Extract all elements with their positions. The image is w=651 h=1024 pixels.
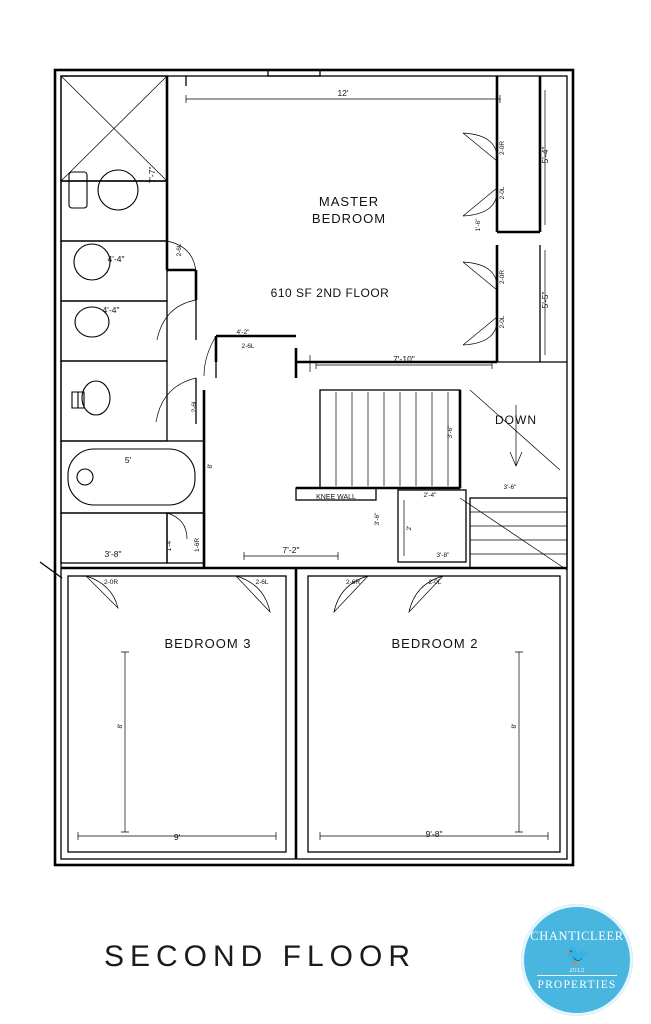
down-label: DOWN xyxy=(495,413,537,427)
logo-brand-name: CHANTICLEER xyxy=(530,929,624,943)
logo-established-year: 2012 xyxy=(569,968,585,974)
door-tag-linen: 1-6R xyxy=(194,537,201,553)
bedroom-3-label: BEDROOM 3 xyxy=(164,636,252,651)
area-label: 610 SF 2ND FLOOR xyxy=(270,286,390,300)
master-bedroom-label-line1: MASTER xyxy=(318,194,380,209)
dim-bedroom3-left: 8' xyxy=(117,723,124,729)
dim-closet-right-lower: 5'-5" xyxy=(540,291,550,309)
door-tag-hall-upper: 2-6L xyxy=(241,343,255,350)
dim-hall-width: 7'-2" xyxy=(282,545,300,555)
door-tag-bath: 2-6L xyxy=(191,399,198,413)
dim-closet-small: 2'-4" xyxy=(423,492,437,499)
bedroom-3-walls xyxy=(68,576,286,852)
dim-linen-width: 3'-8" xyxy=(104,549,122,559)
door-tag-closet-b2: 2-0L xyxy=(428,579,442,586)
dim-bedroom3-bottom: 9' xyxy=(173,832,181,842)
knee-wall-label: KNEE WALL xyxy=(316,494,356,501)
door-tag-closet-r2: 2-0L xyxy=(499,186,506,200)
logo-brand-suffix: PROPERTIES xyxy=(537,975,616,991)
door-tag-bedroom-2: 2-6R xyxy=(345,579,361,586)
plan-labels xyxy=(103,88,550,842)
master-bedroom-label-line2: BEDROOM xyxy=(311,211,387,226)
page-title: SECOND FLOOR xyxy=(103,940,417,973)
dim-bedroom2-right: 8' xyxy=(511,723,518,729)
dim-stair-width: 3'-6" xyxy=(447,425,454,439)
dim-closet-mid: 1'-6" xyxy=(475,218,482,232)
dim-bedroom2-bottom: 9'-8" xyxy=(425,829,443,839)
dim-left-run: 4'-2" xyxy=(236,329,250,336)
dim-stair-run-a: 3'-6" xyxy=(374,512,381,526)
dim-sink-w: 1'-4" xyxy=(166,538,173,552)
chanticleer-properties-logo xyxy=(521,904,633,1016)
bath-area xyxy=(61,76,205,563)
bedroom-2-label: BEDROOM 2 xyxy=(391,636,479,651)
dim-master-top-width: 12' xyxy=(337,88,349,98)
door-tag-bedroom-3: 2-6L xyxy=(255,579,269,586)
door-tag-closet-b3: 2-0R xyxy=(103,579,119,586)
door-tag-closet-r3: 2-0R xyxy=(499,269,506,285)
dim-bath-height: 7'-7" xyxy=(147,166,157,184)
dim-closet-right-upper: 5'-4" xyxy=(540,146,550,164)
hall-and-lower-walls xyxy=(61,390,567,859)
dim-stair-head: 3'-6" xyxy=(503,484,517,491)
dim-hall-depth: 8' xyxy=(207,463,214,469)
bird-icon: 🐦 xyxy=(564,945,590,967)
dim-closet-small-depth: 2' xyxy=(406,525,413,531)
dim-bath-left-upper: 4'-4" xyxy=(107,254,125,264)
dim-bath-left-mid: 4'-4" xyxy=(102,305,120,315)
north-marker xyxy=(40,562,62,578)
dim-master-lower-width: 7'-10" xyxy=(393,354,415,364)
dim-bath-tub: 5' xyxy=(124,455,132,465)
door-tag-closet-r1: 2-0R xyxy=(499,140,506,156)
doors xyxy=(86,133,497,612)
dim-closet-small-width: 3'-8" xyxy=(436,552,450,559)
door-tag-master-hall: 2-6L xyxy=(176,243,183,257)
door-tag-closet-r4: 2-0L xyxy=(499,315,506,329)
bedroom-2-walls xyxy=(308,576,560,852)
